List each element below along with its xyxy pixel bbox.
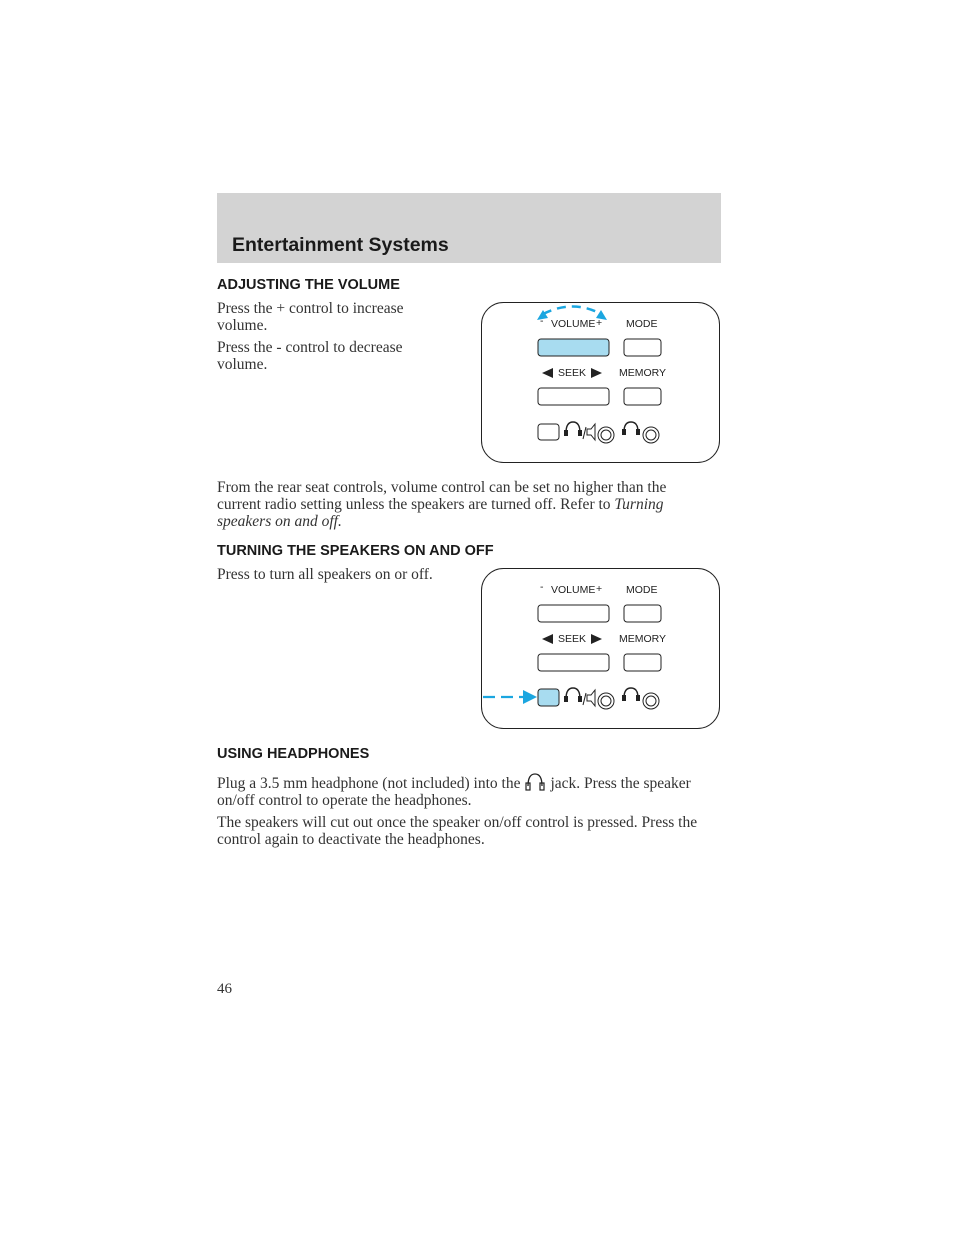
memory-button[interactable] xyxy=(624,388,661,405)
volume-note-reference: Turning speakers on and off. xyxy=(217,496,664,530)
volume-button[interactable] xyxy=(538,605,609,622)
headphones-heading: USING HEADPHONES xyxy=(217,746,370,762)
page-number: 46 xyxy=(217,981,232,997)
memory-label: MEMORY xyxy=(619,367,667,379)
seek-label: SEEK xyxy=(558,633,587,645)
volume-plus-label: + xyxy=(596,583,603,595)
headphone-jack-icon-1 xyxy=(598,693,614,709)
headphone-jack-icon-2 xyxy=(643,427,659,443)
volume-minus-label: - xyxy=(540,315,544,327)
volume-label: VOLUME xyxy=(551,584,596,596)
headphone-jack-icon-1 xyxy=(598,427,614,443)
headphones-text-1a: Plug a 3.5 mm headphone (not included) into the xyxy=(217,775,521,792)
mode-button[interactable] xyxy=(624,605,661,622)
speaker-toggle-button[interactable] xyxy=(538,424,559,440)
memory-label: MEMORY xyxy=(619,633,667,645)
seek-label: SEEK xyxy=(558,367,587,379)
speaker-toggle-button[interactable] xyxy=(538,689,559,706)
seek-button[interactable] xyxy=(538,388,609,405)
mode-label: MODE xyxy=(626,584,658,596)
volume-button[interactable] xyxy=(538,339,609,356)
headphones-text-1b: jack. Press the speaker on/off control to operate the headphones. xyxy=(217,775,691,809)
header-band xyxy=(217,193,721,263)
volume-increase-text: Press the + control to increase volume. xyxy=(217,300,404,334)
headphone-icon xyxy=(524,772,546,792)
volume-note xyxy=(217,479,707,530)
volume-plus-label: + xyxy=(596,317,603,329)
memory-button[interactable] xyxy=(624,654,661,671)
speaker-pointer-arrow xyxy=(481,688,541,706)
volume-decrease-text: Press the - control to decrease volume. xyxy=(217,339,403,373)
volume-label: VOLUME xyxy=(551,318,596,330)
volume-heading: ADJUSTING THE VOLUME xyxy=(217,277,400,293)
volume-minus-label: - xyxy=(540,581,544,593)
control-panel-volume xyxy=(481,302,720,463)
headphone-jack-icon-2 xyxy=(643,693,659,709)
speakers-text: Press to turn all speakers on or off. xyxy=(217,566,433,583)
mode-button[interactable] xyxy=(624,339,661,356)
volume-note-text: From the rear seat controls, volume control can be set no higher than the current radio setting unless the speakers are turned off. Refer to xyxy=(217,479,667,513)
headphones-text-2: The speakers will cut out once the speaker on/off control is pressed. Press the control again to deactivate the headphones. xyxy=(217,814,698,848)
headphones-text-1 xyxy=(217,772,707,809)
speakers-heading: TURNING THE SPEAKERS ON AND OFF xyxy=(217,543,494,559)
page-title: Entertainment Systems xyxy=(232,234,449,256)
mode-label: MODE xyxy=(626,318,658,330)
seek-button[interactable] xyxy=(538,654,609,671)
